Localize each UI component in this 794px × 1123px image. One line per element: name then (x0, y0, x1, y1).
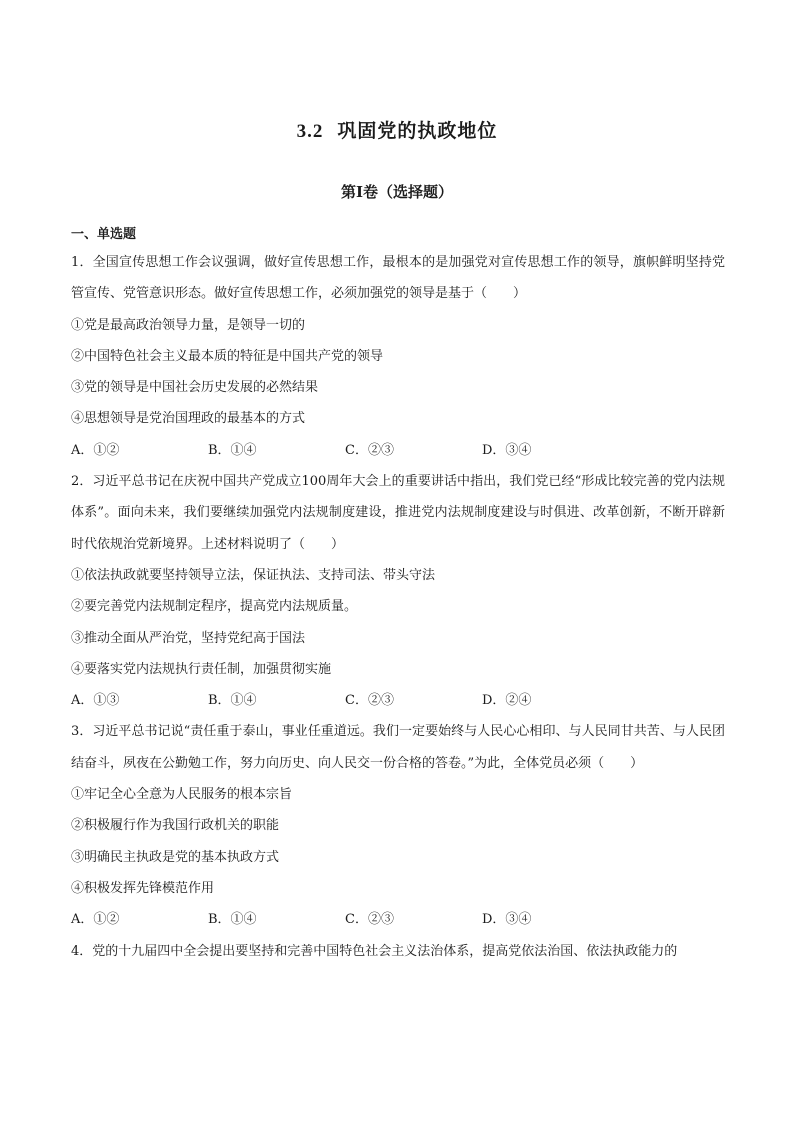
answer-choice-a: A．①② (71, 442, 120, 458)
answer-choice-a: A．①③ (71, 693, 120, 709)
title-number: 3.2 (296, 121, 324, 142)
answer-choice-b: B．①④ (208, 442, 257, 458)
answer-choice-c: C．②③ (345, 693, 394, 709)
question-4 (71, 936, 725, 967)
answer-choices (71, 904, 725, 935)
answer-choices (71, 435, 725, 466)
answer-choice-c: C．②③ (345, 442, 394, 458)
answer-choice-d: D．②④ (482, 693, 532, 709)
answer-choice-a: A．①② (71, 912, 120, 928)
question-option: ①党是最高政治领导力量，是领导一切的 (71, 317, 306, 333)
question-option: ②中国特色社会主义最本质的特征是中国共产党的领导 (71, 348, 384, 364)
question-option: ④要落实党内法规执行责任制，加强贯彻实施 (71, 661, 332, 677)
question-option: ④积极发挥先锋模范作用 (71, 880, 215, 896)
question-option: ②要完善党内法规制定程序，提高党内法规质量。 (71, 599, 358, 615)
question-option: ④思想领导是党治国理政的最基本的方式 (71, 411, 306, 427)
title-text: 巩固党的执政地位 (337, 120, 498, 142)
section-heading: 一、单选题 (71, 227, 137, 242)
question-option: ③明确民主执政是党的基本执政方式 (71, 849, 280, 865)
question-option: ②积极履行作为我国行政机关的职能 (71, 818, 280, 834)
answer-choices (71, 685, 725, 716)
answer-choice-d: D．③④ (482, 442, 532, 458)
question-option: ③党的领导是中国社会历史发展的必然结果 (71, 380, 319, 396)
question-stem: 3．习近平总书记说“责任重于泰山，事业任重道远。我们一定要始终与人民心心相印、与人民同甘共苦、与人民团结奋斗，夙夜在公勤勉工作，努力向历史、向人民交一份合格的答卷。”为此，全体党员必须（ ） (71, 724, 725, 771)
question-stem: 1．全国宣传思想工作会议强调，做好宣传思想工作，最根本的是加强党对宣传思想工作的领导，旗帜鲜明坚持党管宣传、党管意识形态。做好宣传思想工作，必须加强党的领导是基于（ ） (71, 255, 725, 302)
question-3 (71, 716, 725, 935)
question-list (71, 247, 725, 967)
document-title (0, 116, 794, 143)
question-stem: 2．习近平总书记在庆祝中国共产党成立100周年大会上的重要讲话中指出，我们党已经“形成比较完善的党内法规体系”。面向未来，我们要继续加强党内法规制度建设，推进党内法规制度建设与时俱进、改革创新，不断开辟新时代依规治党新境界。上述材料说明了（ ） (71, 474, 725, 552)
question-2 (71, 466, 725, 716)
answer-choice-d: D．③④ (482, 912, 532, 928)
answer-choice-b: B．①④ (208, 693, 257, 709)
question-1 (71, 247, 725, 466)
question-option: ①牢记全心全意为人民服务的根本宗旨 (71, 787, 293, 803)
answer-choice-b: B．①④ (208, 912, 257, 928)
answer-choice-c: C．②③ (345, 912, 394, 928)
document-subtitle: 第I卷（选择题） (340, 183, 454, 201)
question-option: ③推动全面从严治党，坚持党纪高于国法 (71, 630, 306, 646)
question-option: ①依法执政就要坚持领导立法，保证执法、支持司法、带头守法 (71, 567, 436, 583)
question-stem: 4．党的十九届四中全会提出要坚持和完善中国特色社会主义法治体系，提高党依法治国、依法执政能力的 (71, 943, 678, 959)
